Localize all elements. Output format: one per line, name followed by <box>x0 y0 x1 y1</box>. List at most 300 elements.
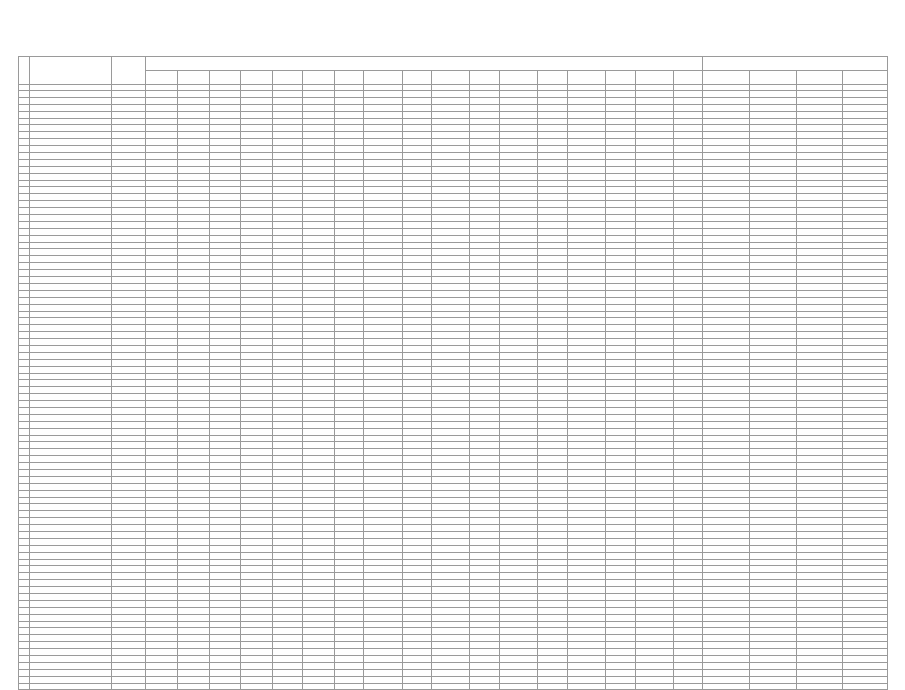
value-cell <box>703 545 750 552</box>
value-cell <box>432 545 470 552</box>
value-cell <box>402 153 432 160</box>
value-cell <box>241 277 273 284</box>
value-cell <box>635 628 673 635</box>
value-cell <box>635 339 673 346</box>
value-cell <box>567 352 605 359</box>
value-cell <box>499 166 537 173</box>
value-cell <box>402 600 432 607</box>
value-cell <box>470 552 500 559</box>
value-cell <box>334 497 364 504</box>
value-cell <box>673 139 703 146</box>
value-cell <box>567 525 605 532</box>
value-cell <box>146 504 178 511</box>
value-cell <box>177 159 209 166</box>
value-cell <box>673 545 703 552</box>
value-cell <box>364 380 402 387</box>
value-cell <box>146 104 178 111</box>
value-cell <box>302 490 334 497</box>
value-cell <box>843 373 888 380</box>
value-cell <box>432 435 470 442</box>
table-row <box>19 332 888 339</box>
value-cell <box>364 407 402 414</box>
value-cell <box>112 662 146 669</box>
group-total-row <box>19 111 888 118</box>
value-cell <box>334 125 364 132</box>
value-cell <box>177 339 209 346</box>
value-cell <box>432 635 470 642</box>
value-cell <box>334 504 364 511</box>
value-cell <box>273 235 303 242</box>
value-cell <box>470 290 500 297</box>
value-cell <box>302 159 334 166</box>
value-cell <box>112 180 146 187</box>
value-cell <box>750 263 797 270</box>
address-cell <box>29 628 112 635</box>
value-cell <box>538 635 568 642</box>
value-cell <box>432 339 470 346</box>
value-cell <box>499 600 537 607</box>
value-cell <box>470 228 500 235</box>
value-cell <box>703 221 750 228</box>
row-number-cell <box>19 187 30 194</box>
value-cell <box>112 518 146 525</box>
value-cell <box>432 600 470 607</box>
value-cell <box>177 304 209 311</box>
value-cell <box>843 552 888 559</box>
value-cell <box>538 263 568 270</box>
value-cell <box>538 469 568 476</box>
value-cell <box>605 139 635 146</box>
value-cell <box>177 559 209 566</box>
table-row <box>19 215 888 222</box>
table-row <box>19 532 888 539</box>
value-cell <box>796 352 843 359</box>
value-cell <box>470 283 500 290</box>
value-cell <box>538 97 568 104</box>
value-cell <box>302 483 334 490</box>
value-cell <box>334 435 364 442</box>
row-number-cell <box>19 676 30 683</box>
value-cell <box>241 580 273 587</box>
value-cell <box>177 421 209 428</box>
value-cell <box>334 221 364 228</box>
value-cell <box>750 194 797 201</box>
value-cell <box>470 104 500 111</box>
value-cell <box>499 208 537 215</box>
value-cell <box>112 525 146 532</box>
value-cell <box>334 442 364 449</box>
value-cell <box>432 628 470 635</box>
value-cell <box>567 104 605 111</box>
value-cell <box>750 538 797 545</box>
table-row <box>19 559 888 566</box>
value-cell <box>302 497 334 504</box>
value-cell <box>334 587 364 594</box>
value-cell <box>302 511 334 518</box>
value-cell <box>703 662 750 669</box>
value-cell <box>146 173 178 180</box>
value-cell <box>302 263 334 270</box>
value-cell <box>750 518 797 525</box>
value-cell <box>635 318 673 325</box>
value-cell <box>177 600 209 607</box>
table-row <box>19 208 888 215</box>
value-cell <box>273 607 303 614</box>
value-cell <box>241 463 273 470</box>
value-cell <box>177 656 209 663</box>
value-cell <box>177 456 209 463</box>
value-cell <box>364 476 402 483</box>
value-cell <box>499 676 537 683</box>
value-cell <box>673 642 703 649</box>
value-cell <box>334 600 364 607</box>
value-cell <box>499 401 537 408</box>
value-cell <box>402 642 432 649</box>
group-total-row <box>19 221 888 228</box>
value-cell <box>432 311 470 318</box>
value-cell <box>241 428 273 435</box>
value-cell <box>843 649 888 656</box>
value-cell <box>843 628 888 635</box>
value-cell <box>750 628 797 635</box>
value-cell <box>538 242 568 249</box>
value-cell <box>843 435 888 442</box>
value-cell <box>750 104 797 111</box>
value-cell <box>273 649 303 656</box>
value-cell <box>470 125 500 132</box>
value-cell <box>402 683 432 690</box>
value-cell <box>209 270 241 277</box>
value-cell <box>673 270 703 277</box>
value-cell <box>567 483 605 490</box>
value-cell <box>241 166 273 173</box>
value-cell <box>796 387 843 394</box>
value-cell <box>843 449 888 456</box>
value-cell <box>605 490 635 497</box>
value-cell <box>499 277 537 284</box>
value-cell <box>470 187 500 194</box>
value-cell <box>750 683 797 690</box>
value-cell <box>334 614 364 621</box>
value-cell <box>673 249 703 256</box>
address-cell <box>29 394 112 401</box>
value-cell <box>499 476 537 483</box>
table-row <box>19 187 888 194</box>
value-cell <box>750 442 797 449</box>
value-cell <box>635 132 673 139</box>
address-cell <box>29 132 112 139</box>
value-cell <box>241 332 273 339</box>
value-cell <box>273 332 303 339</box>
header-subcolumn <box>209 71 241 85</box>
value-cell <box>843 263 888 270</box>
value-cell <box>796 359 843 366</box>
value-cell <box>241 476 273 483</box>
value-cell <box>843 290 888 297</box>
value-cell <box>432 194 470 201</box>
value-cell <box>635 118 673 125</box>
value-cell <box>567 401 605 408</box>
table-row <box>19 656 888 663</box>
row-number-cell <box>19 476 30 483</box>
value-cell <box>402 146 432 153</box>
value-cell <box>750 552 797 559</box>
value-cell <box>334 525 364 532</box>
value-cell <box>402 352 432 359</box>
value-cell <box>703 421 750 428</box>
value-cell <box>796 297 843 304</box>
value-cell <box>402 270 432 277</box>
value-cell <box>703 476 750 483</box>
value-cell <box>241 600 273 607</box>
value-cell <box>470 545 500 552</box>
value-cell <box>470 683 500 690</box>
value-cell <box>843 332 888 339</box>
value-cell <box>703 332 750 339</box>
value-cell <box>364 173 402 180</box>
value-cell <box>402 525 432 532</box>
value-cell <box>750 532 797 539</box>
value-cell <box>112 656 146 663</box>
row-number-cell <box>19 166 30 173</box>
value-cell <box>673 518 703 525</box>
table-row <box>19 483 888 490</box>
value-cell <box>302 435 334 442</box>
table-row <box>19 573 888 580</box>
value-cell <box>302 139 334 146</box>
value-cell <box>241 469 273 476</box>
value-cell <box>750 676 797 683</box>
value-cell <box>273 297 303 304</box>
value-cell <box>538 607 568 614</box>
table-row <box>19 235 888 242</box>
value-cell <box>241 270 273 277</box>
value-cell <box>673 228 703 235</box>
header-subcolumn <box>750 71 797 85</box>
value-cell <box>402 559 432 566</box>
value-cell <box>499 532 537 539</box>
value-cell <box>796 683 843 690</box>
value-cell <box>635 159 673 166</box>
address-cell <box>29 173 112 180</box>
row-number-cell <box>19 97 30 104</box>
value-cell <box>499 394 537 401</box>
value-cell <box>273 125 303 132</box>
value-cell <box>605 125 635 132</box>
value-cell <box>402 483 432 490</box>
header-subcolumn <box>302 71 334 85</box>
value-cell <box>402 132 432 139</box>
value-cell <box>635 532 673 539</box>
value-cell <box>302 566 334 573</box>
value-cell <box>605 104 635 111</box>
value-cell <box>209 600 241 607</box>
value-cell <box>538 277 568 284</box>
value-cell <box>567 366 605 373</box>
value-cell <box>796 249 843 256</box>
value-cell <box>302 194 334 201</box>
value-cell <box>364 525 402 532</box>
value-cell <box>432 380 470 387</box>
spreadsheet <box>18 56 888 690</box>
value-cell <box>703 325 750 332</box>
value-cell <box>177 669 209 676</box>
value-cell <box>146 469 178 476</box>
address-cell <box>29 159 112 166</box>
value-cell <box>209 153 241 160</box>
value-cell <box>302 359 334 366</box>
value-cell <box>241 669 273 676</box>
value-cell <box>241 290 273 297</box>
value-cell <box>432 111 470 118</box>
value-cell <box>750 173 797 180</box>
value-cell <box>302 607 334 614</box>
value-cell <box>334 683 364 690</box>
value-cell <box>605 263 635 270</box>
value-cell <box>796 270 843 277</box>
header-subcolumn <box>605 71 635 85</box>
table-row <box>19 277 888 284</box>
value-cell <box>177 208 209 215</box>
address-cell <box>29 304 112 311</box>
value-cell <box>364 580 402 587</box>
header-subcolumn <box>567 71 605 85</box>
value-cell <box>334 311 364 318</box>
value-cell <box>273 339 303 346</box>
value-cell <box>567 111 605 118</box>
value-cell <box>605 359 635 366</box>
value-cell <box>843 607 888 614</box>
value-cell <box>635 290 673 297</box>
value-cell <box>470 173 500 180</box>
value-cell <box>334 483 364 490</box>
value-cell <box>364 311 402 318</box>
value-cell <box>796 414 843 421</box>
value-cell <box>273 587 303 594</box>
value-cell <box>538 297 568 304</box>
value-cell <box>605 497 635 504</box>
value-cell <box>146 249 178 256</box>
value-cell <box>673 304 703 311</box>
value-cell <box>112 642 146 649</box>
value-cell <box>635 607 673 614</box>
value-cell <box>635 642 673 649</box>
value-cell <box>364 545 402 552</box>
value-cell <box>209 208 241 215</box>
address-cell <box>29 525 112 532</box>
value-cell <box>146 649 178 656</box>
value-cell <box>605 208 635 215</box>
value-cell <box>673 683 703 690</box>
value-cell <box>703 290 750 297</box>
value-cell <box>470 249 500 256</box>
table-row <box>19 373 888 380</box>
value-cell <box>146 153 178 160</box>
value-cell <box>209 201 241 208</box>
value-cell <box>470 263 500 270</box>
value-cell <box>605 525 635 532</box>
value-cell <box>273 263 303 270</box>
value-cell <box>605 594 635 601</box>
value-cell <box>703 469 750 476</box>
value-cell <box>302 215 334 222</box>
value-cell <box>703 490 750 497</box>
value-cell <box>796 339 843 346</box>
value-cell <box>470 407 500 414</box>
value-cell <box>499 628 537 635</box>
row-number-cell <box>19 469 30 476</box>
value-cell <box>209 463 241 470</box>
value-cell <box>703 159 750 166</box>
value-cell <box>673 263 703 270</box>
value-cell <box>635 263 673 270</box>
value-cell <box>499 538 537 545</box>
value-cell <box>567 566 605 573</box>
value-cell <box>302 649 334 656</box>
value-cell <box>538 490 568 497</box>
value-cell <box>402 463 432 470</box>
value-cell <box>432 587 470 594</box>
value-cell <box>364 442 402 449</box>
value-cell <box>499 387 537 394</box>
value-cell <box>273 180 303 187</box>
value-cell <box>209 242 241 249</box>
value-cell <box>843 518 888 525</box>
value-cell <box>843 669 888 676</box>
value-cell <box>302 228 334 235</box>
value-cell <box>334 421 364 428</box>
address-cell <box>29 407 112 414</box>
address-cell <box>29 387 112 394</box>
row-number-cell <box>19 559 30 566</box>
value-cell <box>470 221 500 228</box>
value-cell <box>635 235 673 242</box>
value-cell <box>843 215 888 222</box>
value-cell <box>241 180 273 187</box>
address-cell <box>29 435 112 442</box>
value-cell <box>146 463 178 470</box>
value-cell <box>635 428 673 435</box>
value-cell <box>112 490 146 497</box>
value-cell <box>364 159 402 166</box>
value-cell <box>302 538 334 545</box>
value-cell <box>273 290 303 297</box>
value-cell <box>209 345 241 352</box>
value-cell <box>635 283 673 290</box>
value-cell <box>364 339 402 346</box>
value-cell <box>567 676 605 683</box>
row-number-cell <box>19 373 30 380</box>
value-cell <box>703 387 750 394</box>
value-cell <box>241 352 273 359</box>
value-cell <box>146 518 178 525</box>
value-cell <box>146 476 178 483</box>
value-cell <box>364 435 402 442</box>
value-cell <box>567 552 605 559</box>
value-cell <box>499 490 537 497</box>
value-cell <box>209 180 241 187</box>
value-cell <box>750 208 797 215</box>
value-cell <box>567 476 605 483</box>
value-cell <box>146 662 178 669</box>
value-cell <box>567 201 605 208</box>
value-cell <box>635 366 673 373</box>
value-cell <box>499 669 537 676</box>
value-cell <box>209 607 241 614</box>
value-cell <box>796 394 843 401</box>
value-cell <box>364 428 402 435</box>
value-cell <box>796 456 843 463</box>
